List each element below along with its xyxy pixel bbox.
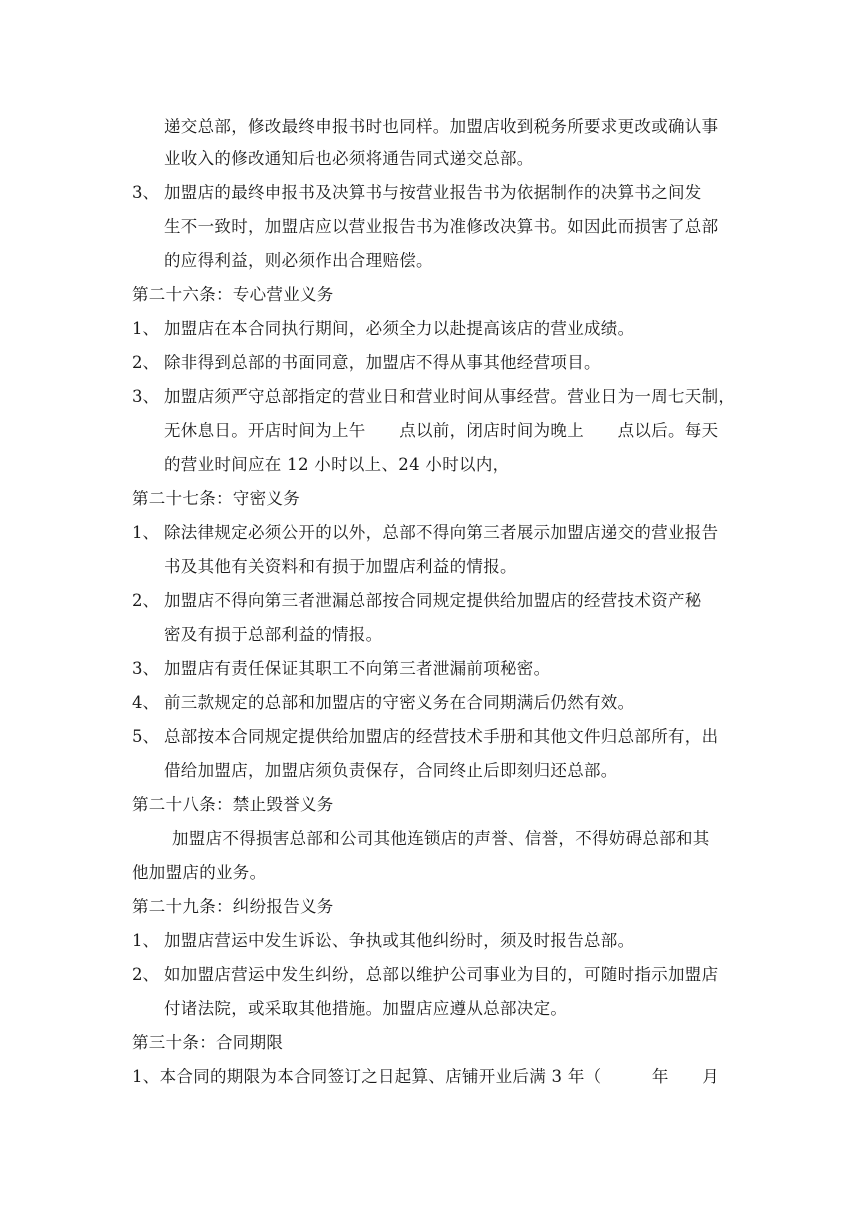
list-number: 4、 — [132, 693, 159, 712]
list-item-line: 借给加盟店，加盟店须负责保存，合同终止后即刻归还总部。 — [164, 761, 618, 780]
list-item-line: 的营业时间应在 12 小时以上、24 小时以内， — [164, 455, 510, 474]
list-number: 3、 — [132, 659, 159, 678]
article-heading: 第二十八条：禁止毁誉义务 — [132, 795, 334, 814]
list-item-line: 的应得利益，则必须作出合理赔偿。 — [164, 251, 433, 270]
list-item-line: 付诸法院，或采取其他措施。加盟店应遵从总部决定。 — [164, 999, 568, 1018]
list-item-line: 加盟店不得向第三者泄漏总部按合同规定提供给加盟店的经营技术资产秘 — [164, 591, 702, 610]
list-item-line: 前三款规定的总部和加盟店的守密义务在合同期满后仍然有效。 — [164, 693, 635, 712]
list-number: 5、 — [132, 727, 159, 746]
list-item-line: 加盟店的最终申报书及决算书与按营业报告书为依据制作的决算书之间发 — [164, 183, 702, 202]
paragraph-line: 加盟店不得损害总部和公司其他连锁店的声誉、信誉，不得妨碍总部和其 — [172, 829, 710, 848]
list-number: 2、 — [132, 965, 159, 984]
paragraph-line: 递交总部，修改最终申报书时也同样。加盟店收到税务所要求更改或确认事 — [164, 117, 719, 136]
list-item-line: 无休息日。开店时间为上午 点以前，闭店时间为晚上 点以后。每天 — [164, 421, 719, 440]
article-heading: 第三十条：合同期限 — [132, 1033, 284, 1052]
list-number: 3、 — [132, 183, 159, 202]
list-item-line: 生不一致时，加盟店应以营业报告书为准修改决算书。如因此而损害了总部 — [164, 217, 719, 236]
list-number: 3、 — [132, 387, 159, 406]
article-heading: 第二十九条：纠纷报告义务 — [132, 897, 334, 916]
list-number: 1、 — [132, 931, 159, 950]
article-heading: 第二十七条：守密义务 — [132, 489, 300, 508]
paragraph-line: 业收入的修改通知后也必须将通告同式递交总部。 — [164, 149, 534, 168]
list-item-line: 密及有损于总部利益的情报。 — [164, 625, 383, 644]
list-number: 2、 — [132, 353, 159, 372]
list-item-line: 除非得到总部的书面同意，加盟店不得从事其他经营项目。 — [164, 353, 601, 372]
paragraph-line: 1、本合同的期限为本合同签订之日起算、店铺开业后满 3 年（ 年 月 — [132, 1067, 720, 1086]
list-item-line: 总部按本合同规定提供给加盟店的经营技术手册和其他文件归总部所有，出 — [164, 727, 719, 746]
list-item-line: 除法律规定必须公开的以外，总部不得向第三者展示加盟店递交的营业报告 — [164, 523, 719, 542]
list-item-line: 书及其他有关资料和有损于加盟店利益的情报。 — [164, 557, 517, 576]
list-item-line: 加盟店须严守总部指定的营业日和营业时间从事经营。营业日为一周七天制， — [164, 387, 736, 406]
list-item-line: 加盟店有责任保证其职工不向第三者泄漏前项秘密。 — [164, 659, 551, 678]
list-number: 1、 — [132, 523, 159, 542]
paragraph-line: 他加盟店的业务。 — [132, 863, 267, 882]
list-item-line: 加盟店营运中发生诉讼、争执或其他纠纷时，须及时报告总部。 — [164, 931, 635, 950]
list-number: 1、 — [132, 319, 159, 338]
list-item-line: 如加盟店营运中发生纠纷，总部以维护公司事业为目的，可随时指示加盟店 — [164, 965, 719, 984]
list-item-line: 加盟店在本合同执行期间，必须全力以赴提高该店的营业成绩。 — [164, 319, 635, 338]
article-heading: 第二十六条：专心营业义务 — [132, 285, 334, 304]
list-number: 2、 — [132, 591, 159, 610]
